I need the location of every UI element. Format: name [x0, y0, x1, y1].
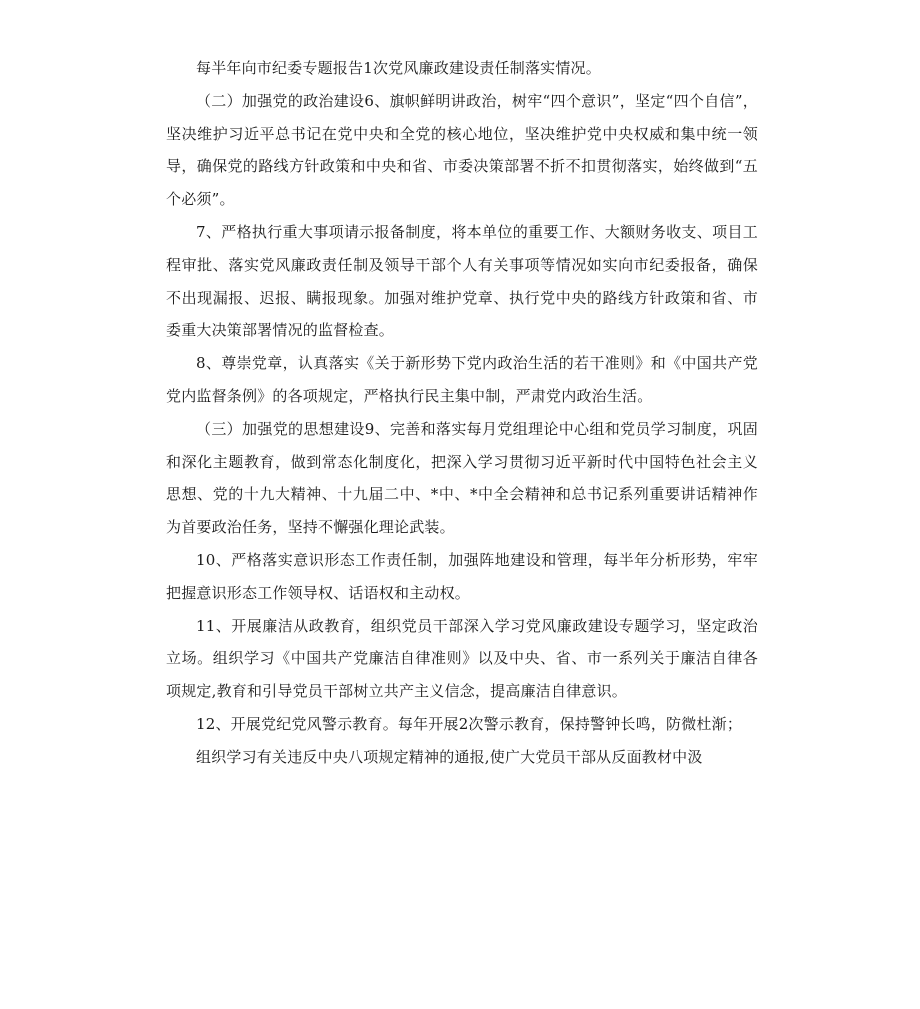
paragraph-3: 7、严格执行重大事项请示报备制度，将本单位的重要工作、大额财务收支、项目工程审批、落实党风廉政责任制及领导干部个人有关事项等情况如实向市纪委报备，确保不出现漏报、迟报、瞒报现象。加强对维护党章、执行党中央的路线方针政策和省、市委重大决策部署情况的监督检查。	[166, 222, 758, 340]
paragraph-7: 11、开展廉洁从政教育，组织党员干部深入学习党风廉政建设专题学习，坚定政治立场。组织学习《中国共产党廉洁自律准则》以及中央、省、市一系列关于廉洁自律各项规定,教育和引导党员干部树立共产主义信念，提高廉洁自律意识。	[166, 616, 758, 701]
paragraph-6: 10、严格落实意识形态工作责任制，加强阵地建设和管理，每半年分析形势，牢牢把握意识形态工作领导权、话语权和主动权。	[166, 550, 758, 602]
paragraph-8: 12、开展党纪党风警示教育。每年开展2次警示教育，保持警钟长鸣，防微杜渐；	[196, 714, 743, 733]
paragraph-5: （三）加强党的思想建设9、完善和落实每月党组理论中心组和党员学习制度，巩固和深化主题教育，做到常态化制度化，把深入学习贯彻习近平新时代中国特色社会主义思想、党的十九大精神、十九届二中、*中、*中全会精神和总书记系列重要讲话精神作为首要政治任务，坚持不懈强化理论武装。	[166, 419, 758, 537]
paragraph-4: 8、尊崇党章，认真落实《关于新形势下党内政治生活的若干准则》和《中国共产党党内监督条例》的各项规定，严格执行民主集中制，严肃党内政治生活。	[166, 354, 758, 405]
paragraph-2: （二）加强党的政治建设6、旗帜鲜明讲政治，树牢“四个意识”，坚定“四个自信”，坚决维护习近平总书记在党中央和全党的核心地位，坚决维护党中央权威和集中统一领导，确保党的路线方针政策和中央和省、市委决策部署不折不扣贯彻落实，始终做到“五个必须”。	[166, 91, 758, 209]
paragraph-1: 每半年向市纪委专题报告1次党风廉政建设责任制落实情况。	[196, 59, 601, 77]
paragraph-9: 组织学习有关违反中央八项规定精神的通报,使广大党员干部从反面教材中汲	[196, 747, 703, 766]
document-body	[166, 52, 758, 774]
